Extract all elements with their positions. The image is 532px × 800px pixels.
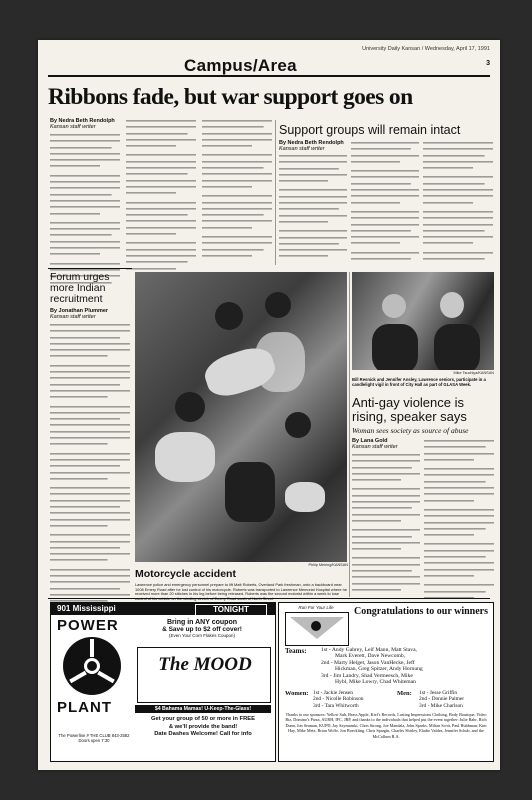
congrats-ad	[278, 602, 494, 762]
vigil-photo	[352, 272, 494, 370]
ad-footer-line: Doors open 7:30	[78, 738, 110, 743]
photo-credit: Philip Meiring/KANSAN	[308, 563, 348, 567]
gay-column-1	[352, 452, 420, 592]
forum-byline	[50, 308, 130, 320]
team-line: Mark Everett, Dave Newcomb,	[335, 653, 406, 660]
byline-role: Kansan staff writer	[50, 314, 96, 321]
ad-small-title: Run For Your Life	[298, 605, 334, 610]
congrats-title: Congratulations to our winners	[354, 606, 488, 617]
sponsors-thanks: Thanks to our sponsors: Yellow Sub, Brass Apple, Kief's Records, Lasting Impressions Clothing, Body Boutique, Video Biz, Domino's Pizza, AURH, IFC, JRP, and thanks to the individuals that helped put the event together: Julie Bahr, Rich Dunn, Jon Seaman, KUPD, Jay Szymanski, Chris Strong, Joe Mandala, John Sparks, Milton Scott, Paul Hubbman, Kim Hay, Mike Metz, Brian Wolfe, Jon Boeckling, Chris Spargin, Charles Shirley, Eladio Valdez, Jennifer Schub, and the McCollum R.A.	[285, 712, 487, 739]
byline-name: By Nedra Beth Rendolph	[50, 118, 115, 124]
byline-role: Kansan staff writer	[352, 444, 398, 451]
page-number: 3	[486, 60, 490, 67]
ad-party-line: Date Dashes Welcome! Call for info	[154, 731, 252, 737]
photo-caption: Lawrence police and emergency personnel prepare to lift Matt Roberts, Overland Park freshman, onto a backboard near 1008 Emery Road after he lost control of his motorcycle. Roberts was transported to Lawrence Memorial Hospital where he received more than 20 stitches in his leg before being released. Roberts was the second motorist within a week to lose control of his vehicle on the winding stretch of Emery Road south of North Street	[135, 582, 347, 602]
main-headline: Ribbons fade, but war support goes on	[48, 84, 413, 110]
band-name: The MOOD	[158, 654, 252, 675]
byline-name: By Nedra Beth Rendolph	[279, 140, 344, 146]
newspaper-page	[38, 40, 500, 770]
byline-role: Kansan staff writer	[50, 124, 96, 131]
ad-party-line: Get your group of 50 or more in FREE	[150, 716, 256, 722]
men-line: 1st - Jesse Griffin	[419, 690, 458, 696]
band-logo	[137, 647, 271, 703]
ad-footer	[57, 733, 131, 743]
women-line: 1st - Jackie Jensen	[313, 690, 353, 696]
women-list	[313, 690, 393, 709]
teams-label: Teams:	[285, 647, 307, 655]
byline-name: By Jonathan Plummer	[50, 308, 109, 314]
header-rule	[48, 75, 490, 77]
page-header	[38, 44, 500, 74]
men-line: 3rd - Mike Charlson	[419, 702, 463, 709]
runner-logo	[285, 612, 349, 646]
support-byline	[279, 140, 349, 152]
ad-drinks: $4 Bahama Mamas! U-Keep-The-Glass!	[135, 705, 271, 713]
main-story-column-2	[126, 118, 196, 268]
forum-headline: Forum urges more Indian recruitment	[50, 271, 110, 306]
ad-rule	[48, 598, 490, 599]
women-label: Women:	[285, 690, 309, 697]
support-headline: Support groups will remain intact	[279, 123, 461, 137]
forum-column	[50, 322, 130, 580]
men-line: 2nd - Donnie Palmer	[419, 696, 465, 703]
section-title: Campus/Area	[184, 56, 297, 75]
ad-promo	[135, 619, 269, 638]
main-story-byline	[50, 118, 120, 130]
ad-party-line: & we'll provide the band!	[168, 723, 238, 730]
gay-subhead: Woman sees society as source of abuse	[352, 426, 469, 435]
radiation-icon	[63, 637, 121, 695]
vigil-caption: Bill Resnick and Jennifer Ansley, Lawrence seniors, participate in a candlelight vigil in front of City Hall as part of GLASA Week.	[352, 377, 486, 387]
women-line: 2nd - Nicolle Robinson	[313, 696, 364, 703]
teams-list	[321, 647, 489, 685]
byline-name: By Lana Gold	[352, 438, 388, 444]
ad-footer-line: The Powerline # THE CLUB 843-2582	[58, 733, 130, 738]
team-line: Hybl, Mike Lowry, Chad Whiteman	[335, 679, 416, 686]
ad-title-power: POWER	[57, 617, 119, 634]
team-line: 1st - Andy Gabrey, Leif Mann, Matt Stava,	[321, 647, 417, 653]
team-line: 3rd - Jim Landry, Shad Vermeesch, Mike	[321, 672, 413, 679]
men-list	[419, 690, 489, 709]
support-column-1	[279, 153, 347, 263]
ad-promo-line: Bring in ANY coupon	[167, 619, 237, 626]
masthead-info: University Daily Kansan / Wednesday, April 17, 1991	[362, 46, 490, 52]
gay-byline	[352, 438, 422, 450]
main-story-column-1	[50, 132, 120, 272]
team-line: Hickman, Greg Spitzer, Andy Hornung	[335, 666, 423, 673]
ad-promo-line: & Save up to $2 off cover!	[162, 626, 242, 633]
gay-headline: Anti-gay violence is rising, speaker says	[352, 395, 467, 424]
ad-title-plant: PLANT	[57, 699, 112, 716]
photo-title: Motorcycle accident	[135, 568, 236, 580]
column-divider	[349, 272, 350, 597]
ad-address: 901 Mississippi	[51, 603, 276, 615]
ad-tonight: TONIGHT	[195, 604, 267, 616]
team-line: 2nd - Marty Helget, Jason VanHecke, Jeff	[321, 659, 415, 666]
byline-role: Kansan staff writer	[279, 146, 325, 153]
ad-promo-line: (Even Your Corn Flakes Coupon)	[168, 633, 236, 638]
support-column-2	[351, 140, 419, 265]
column-divider	[275, 120, 276, 265]
men-label: Men:	[397, 690, 412, 697]
forum-rule	[48, 268, 132, 269]
vigil-credit: Mike Tsuchiya/KANSAN	[453, 371, 494, 375]
power-plant-ad	[50, 602, 276, 762]
ad-party	[135, 716, 271, 739]
accident-photo	[135, 272, 347, 562]
gay-column-2	[424, 438, 494, 593]
support-column-3	[423, 140, 493, 265]
women-line: 3rd - Tara Whitworth	[313, 702, 359, 709]
main-story-column-3	[202, 118, 272, 268]
